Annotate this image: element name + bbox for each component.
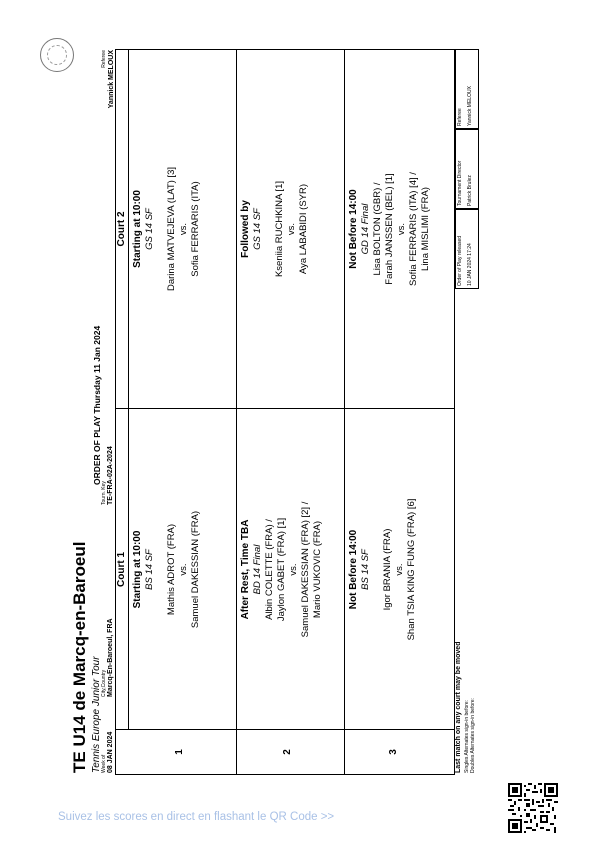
doubles-signin: Doubles Alternates sign-in before: (470, 697, 476, 773)
row-divider (236, 50, 237, 774)
row-number: 1 (174, 749, 185, 755)
player: Farah JANSSEN (BEL) [1] (384, 173, 395, 285)
tennis-europe-seal-icon (40, 38, 74, 72)
player: Shan TSIA KING FUNG (FRA) [6] (406, 498, 417, 641)
versus: vs. (286, 222, 297, 236)
match-cell (348, 409, 418, 730)
versus: vs. (396, 222, 407, 236)
court-2-heading: Court 2 (116, 211, 127, 247)
player: Darina MATVEJEVA (LAT) [3] (166, 166, 177, 292)
order-of-play-sheet (70, 43, 480, 775)
schedule-grid (115, 49, 455, 775)
player: Mario VUKOVIC (FRA) (312, 520, 323, 619)
city-value: Marcq-En-Baroeul, FRA (107, 618, 114, 697)
released-label: Order of Play released (457, 235, 463, 286)
match-time: Not Before 14:00 (348, 189, 359, 269)
match-event: GS 14 SF (144, 208, 155, 250)
tour-subtitle: Tennis Europe Junior Tour (91, 656, 102, 773)
tournament-title: TE U14 de Marcq-en-Baroeul (70, 541, 89, 773)
last-match-note: Last match on any court may be moved (455, 641, 462, 773)
singles-signin: Singles Alternates sign-in before: (464, 699, 470, 773)
row-number: 2 (282, 749, 293, 755)
referee-value: Yannick MELOUX (108, 50, 115, 109)
header-divider (128, 50, 129, 730)
release-box (455, 209, 479, 289)
player: Jaylon GABET (FRA) [1] (276, 517, 287, 622)
versus: vs. (178, 222, 189, 236)
row-divider (344, 50, 345, 774)
match-time: Not Before 14:00 (348, 529, 359, 610)
tourn-key-value: TE-FRA-02A-2024 (107, 446, 114, 505)
week-of-label: Week of (101, 754, 107, 773)
tourn-key-label: Tourn. Key (101, 481, 107, 505)
match-time: Starting at 10:00 (132, 190, 143, 268)
player: Samuel DAKESSIAN (FRA) [2] / (300, 501, 311, 638)
released-value: 10 JAN 2024 17:24 (467, 243, 473, 286)
match-cell (348, 50, 432, 408)
match-event: GD 14 Final (360, 203, 371, 255)
match-event: BS 14 SF (144, 549, 155, 590)
versus: vs. (288, 563, 299, 576)
city-label: City,Country (101, 669, 107, 697)
footer-referee-label: Referee (457, 108, 463, 126)
seal-inner-ring (47, 45, 67, 65)
versus: vs. (394, 563, 405, 576)
player: Lisa BOLTON (GBR) / (372, 182, 383, 276)
referee-label: Referee (101, 50, 107, 68)
director-label: Tournament Director (457, 160, 463, 206)
footer-referee-value: Yannick MELOUX (467, 86, 473, 126)
match-time: Followed by (240, 200, 251, 258)
player: Lina MISLIMI (FRA) (420, 187, 431, 271)
player: Kseniia RUCHKINA [1] (274, 180, 285, 278)
player: Igor BRANIA (FRA) (382, 528, 393, 611)
match-time: Starting at 10:00 (132, 530, 143, 609)
qr-caption: Suivez les scores en direct en flashant le QR Code >> (58, 811, 335, 823)
player: Sofia FERRARIS (ITA) [4] / (408, 172, 419, 286)
match-event: BS 14 SF (360, 549, 371, 590)
player: Samuel DAKESSIAN (FRA) (190, 510, 201, 629)
row-number: 3 (388, 749, 399, 755)
director-box (455, 129, 479, 209)
match-cell (240, 50, 310, 408)
match-cell (132, 50, 202, 408)
versus: vs. (178, 563, 189, 576)
player: Sofia FERRARIS (ITA) (190, 181, 201, 277)
director-value: Patrick Brulez (467, 175, 473, 206)
match-event: BD 14 Final (252, 544, 263, 595)
player: Aya LABABIDI (SYR) (298, 183, 309, 275)
match-cell (132, 409, 202, 730)
match-cell (240, 409, 324, 730)
match-event: GS 14 SF (252, 208, 263, 250)
player: Mathis ADROT (FRA) (166, 523, 177, 616)
player: Albin COLETTE (FRA) / (264, 519, 275, 620)
week-of-value: 08 JAN 2024 (107, 731, 114, 773)
qr-code-icon[interactable] (508, 783, 558, 833)
court-1-heading: Court 1 (116, 552, 127, 587)
match-time: After Rest, Time TBA (240, 519, 251, 620)
order-of-play-heading: ORDER OF PLAY Thursday 11 Jan 2024 (92, 325, 102, 485)
referee-box (455, 49, 479, 129)
